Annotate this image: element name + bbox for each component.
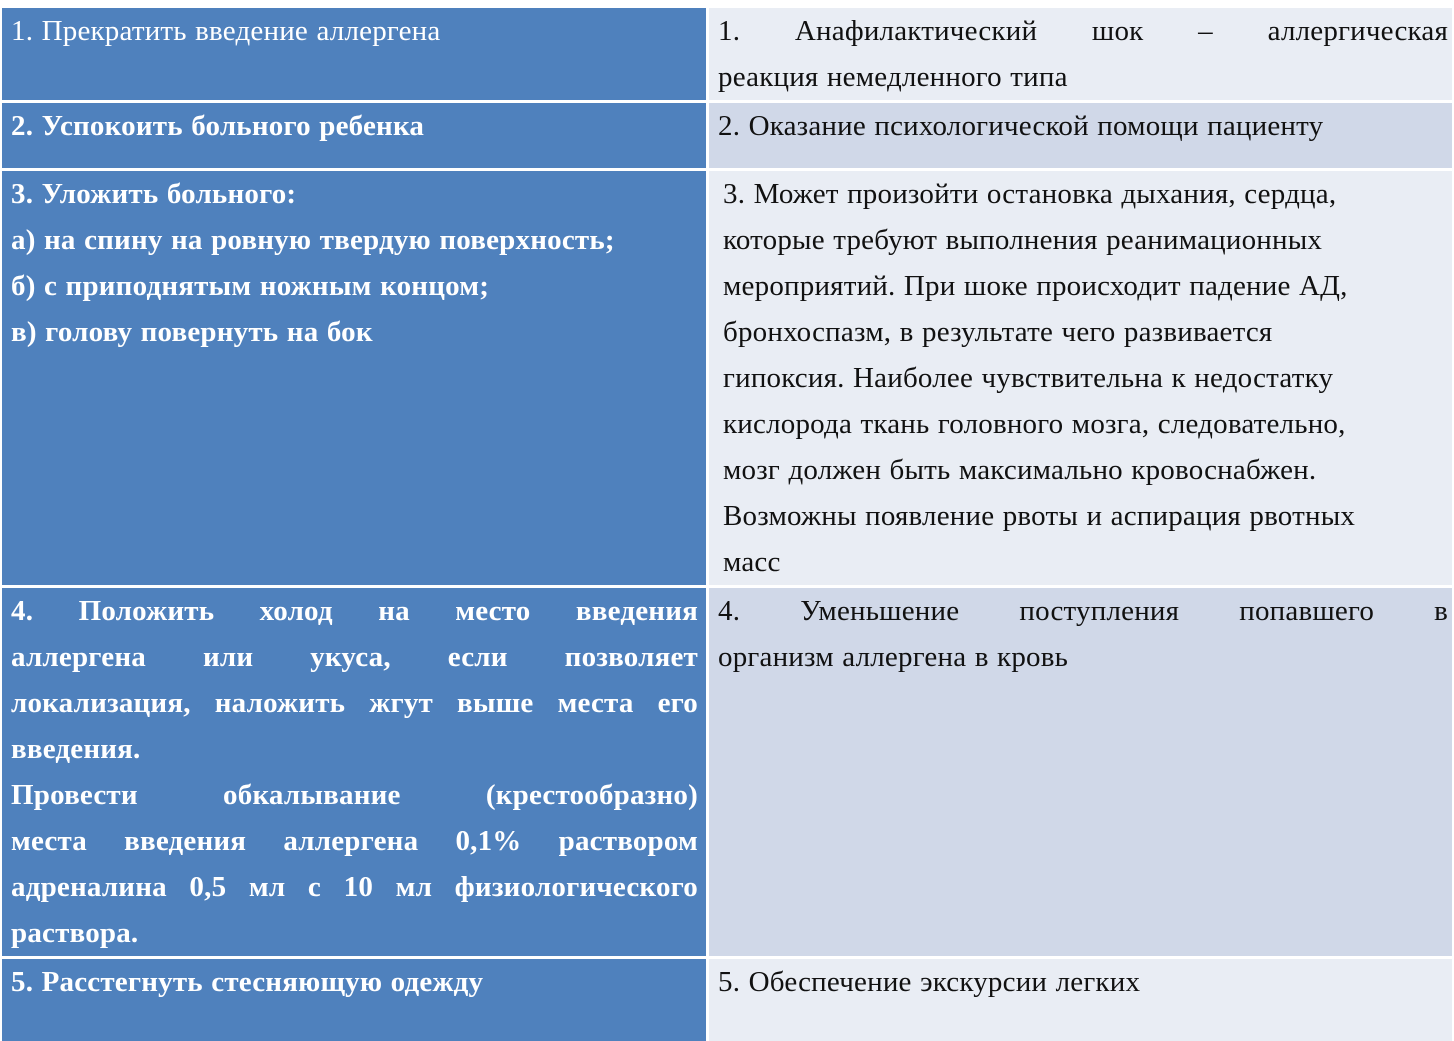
action-line: введения. — [11, 733, 141, 765]
action-text: 5. Расстегнуть стесняющую одежду — [11, 966, 484, 998]
action-line: раствора. — [11, 917, 139, 949]
action-line: места введения аллергена 0,1% раствором — [11, 825, 698, 857]
rationale-line: Возможны появление рвоты и аспирация рвотных — [723, 500, 1356, 532]
rationale-cell-3 — [709, 171, 1452, 588]
table-row — [2, 171, 1452, 588]
action-line: б) с приподнятым ножным концом; — [11, 270, 490, 302]
action-line: а) на спину на ровную твердую поверхность; — [11, 224, 615, 256]
action-cell-2 — [2, 103, 709, 171]
table-row — [2, 588, 1452, 959]
rationale-line: 3. Может произойти остановка дыхания, сердца, — [723, 178, 1337, 210]
action-line: локализация, наложить жгут выше места его — [11, 687, 698, 719]
action-text: 1. Прекратить введение аллергена — [11, 15, 441, 47]
rationale-line: гипоксия. Наиболее чувствительна к недостатку — [723, 362, 1334, 394]
rationale-cell-1 — [709, 8, 1452, 103]
rationale-text: 2. Оказание психологической помощи пациенту — [718, 110, 1324, 142]
rationale-cell-2 — [709, 103, 1452, 171]
action-cell-1 — [2, 8, 709, 103]
action-cell-4 — [2, 588, 709, 959]
care-table — [2, 8, 1452, 1041]
action-line: 4. Положить холод на место введения — [11, 595, 698, 627]
action-cell-5 — [2, 959, 709, 1041]
rationale-line: которые требуют выполнения реанимационных — [723, 224, 1323, 256]
action-line: Провести обкалывание (крестообразно) — [11, 779, 698, 811]
table-row — [2, 8, 1452, 103]
action-text: 2. Успокоить больного ребенка — [11, 110, 425, 142]
rationale-line: масс — [723, 546, 781, 578]
action-line: аллергена или укуса, если позволяет — [11, 641, 698, 673]
rationale-line: 1. Анафилактический шок – аллергическая — [718, 15, 1448, 47]
rationale-line: реакция немедленного типа — [718, 61, 1068, 93]
rationale-cell-4 — [709, 588, 1452, 959]
action-line: адреналина 0,5 мл с 10 мл физиологического — [11, 871, 698, 903]
table-row — [2, 103, 1452, 171]
rationale-line: бронхоспазм, в результате чего развивается — [723, 316, 1273, 348]
rationale-text: 5. Обеспечение экскурсии легких — [718, 966, 1141, 998]
rationale-line: организм аллергена в кровь — [718, 641, 1069, 673]
rationale-line: 4. Уменьшение поступления попавшего в — [718, 595, 1448, 627]
rationale-cell-5 — [709, 959, 1452, 1041]
rationale-line: мероприятий. При шоке происходит падение АД, — [723, 270, 1348, 302]
action-line: 3. Уложить больного: — [11, 178, 297, 210]
action-line: в) голову повернуть на бок — [11, 316, 373, 348]
rationale-line: кислорода ткань головного мозга, следовательно, — [723, 408, 1346, 440]
table-row — [2, 959, 1452, 1041]
action-cell-3 — [2, 171, 709, 588]
rationale-line: мозг должен быть максимально кровоснабжен. — [723, 454, 1317, 486]
